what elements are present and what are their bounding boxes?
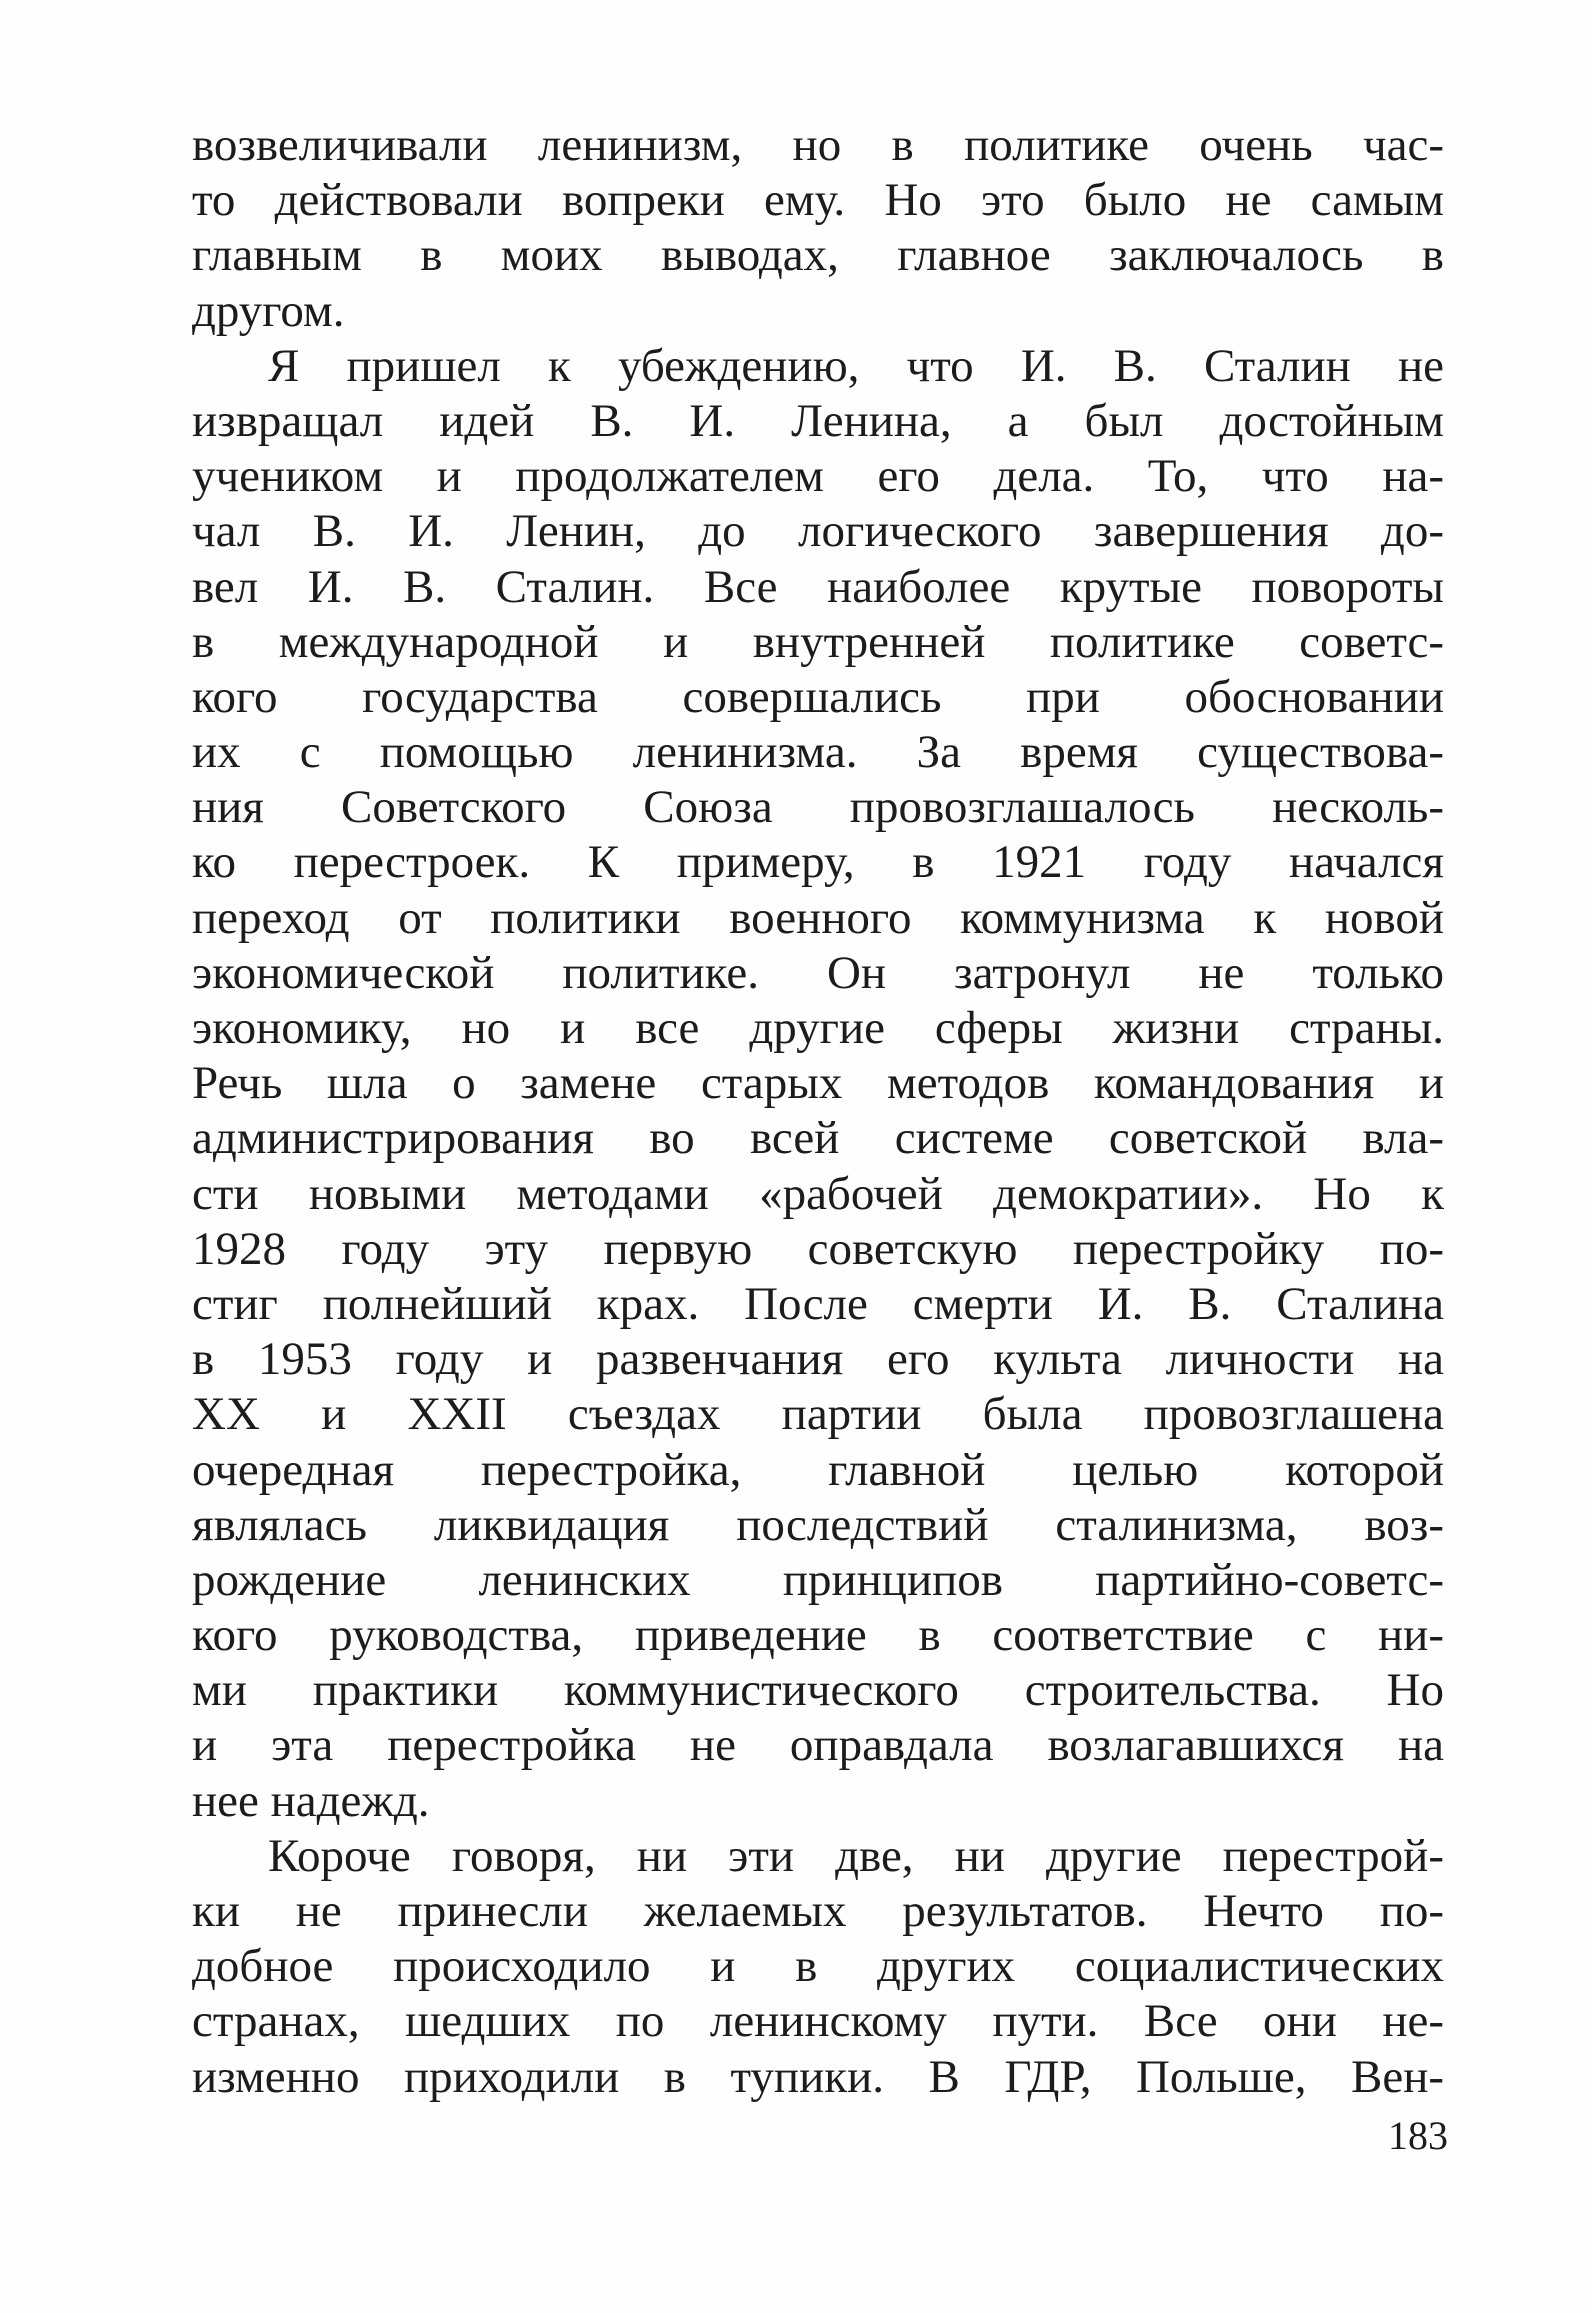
text-line: другом. xyxy=(192,284,345,337)
text-line: рождение ленинских принципов партийно-советс- xyxy=(192,1553,1444,1606)
text-line: добное происходило и в других социалистических xyxy=(192,1940,1444,1993)
text-line: XX и XXII съездах партии была провозглашена xyxy=(192,1388,1444,1441)
text-line: извращал идей В. И. Ленина, а был достойным xyxy=(192,394,1444,447)
text-line: то действовали вопреки ему. Но это было не самым xyxy=(192,174,1444,227)
text-line: кого государства совершались при обосновании xyxy=(192,670,1444,723)
text-line: чал В. И. Ленин, до логического завершения до- xyxy=(192,505,1444,558)
text-line: очередная перестройка, главной целью которой xyxy=(192,1443,1444,1496)
text-line: в 1953 году и развенчания его культа личности на xyxy=(192,1333,1444,1386)
text-line: их с помощью ленинизма. За время существова- xyxy=(192,726,1444,779)
text-line: главным в моих выводах, главное заключалось в xyxy=(192,229,1444,282)
text-line: кого руководства, приведение в соответствие с ни- xyxy=(192,1609,1444,1662)
text-line: переход от политики военного коммунизма к новой xyxy=(192,891,1444,944)
text-line: и эта перестройка не оправдала возлагавшихся на xyxy=(192,1719,1444,1772)
text-line: странах, шедших по ленинскому пути. Все они не- xyxy=(192,1995,1444,2048)
text-line: Речь шла о замене старых методов командования и xyxy=(192,1057,1444,1110)
text-line: администрирования во всей системе советской вла- xyxy=(192,1112,1444,1165)
text-line: вел И. В. Сталин. Все наиболее крутые повороты xyxy=(192,560,1444,613)
text-line: экономику, но и все другие сферы жизни страны. xyxy=(192,1002,1444,1054)
page-number: 183 xyxy=(1388,2113,1448,2158)
text-line: являлась ликвидация последствий сталинизма, воз- xyxy=(192,1498,1444,1551)
body-text xyxy=(192,118,1444,2105)
text-line: ки не принесли желаемых результатов. Нечто по- xyxy=(192,1885,1444,1937)
text-line: в международной и внутренней политике советс- xyxy=(192,615,1444,668)
text-line: экономической политике. Он затронул не только xyxy=(192,946,1444,999)
text-line: ми практики коммунистического строительства. Но xyxy=(192,1664,1444,1717)
text-line: возвеличивали ленинизм, но в политике очень час- xyxy=(192,119,1444,171)
text-line: сти новыми методами «рабочей демократии». Но к xyxy=(192,1167,1444,1220)
text-line: ко перестроек. К примеру, в 1921 году начался xyxy=(192,836,1444,889)
text-line: учеником и продолжателем его дела. То, что на- xyxy=(192,450,1444,503)
text-line: Я пришел к убеждению, что И. В. Сталин не xyxy=(268,339,1444,392)
text-line: 1928 году эту первую советскую перестройку по- xyxy=(192,1222,1444,1275)
text-line: нее надежд. xyxy=(192,1774,430,1827)
text-line: стиг полнейший крах. После смерти И. В. Сталина xyxy=(192,1277,1444,1330)
text-line: ния Советского Союза провозглашалось несколь- xyxy=(192,781,1444,834)
text-line: изменно приходили в тупики. В ГДР, Польше, Вен- xyxy=(192,2050,1444,2103)
text-line: Короче говоря, ни эти две, ни другие перестрой- xyxy=(268,1829,1444,1882)
